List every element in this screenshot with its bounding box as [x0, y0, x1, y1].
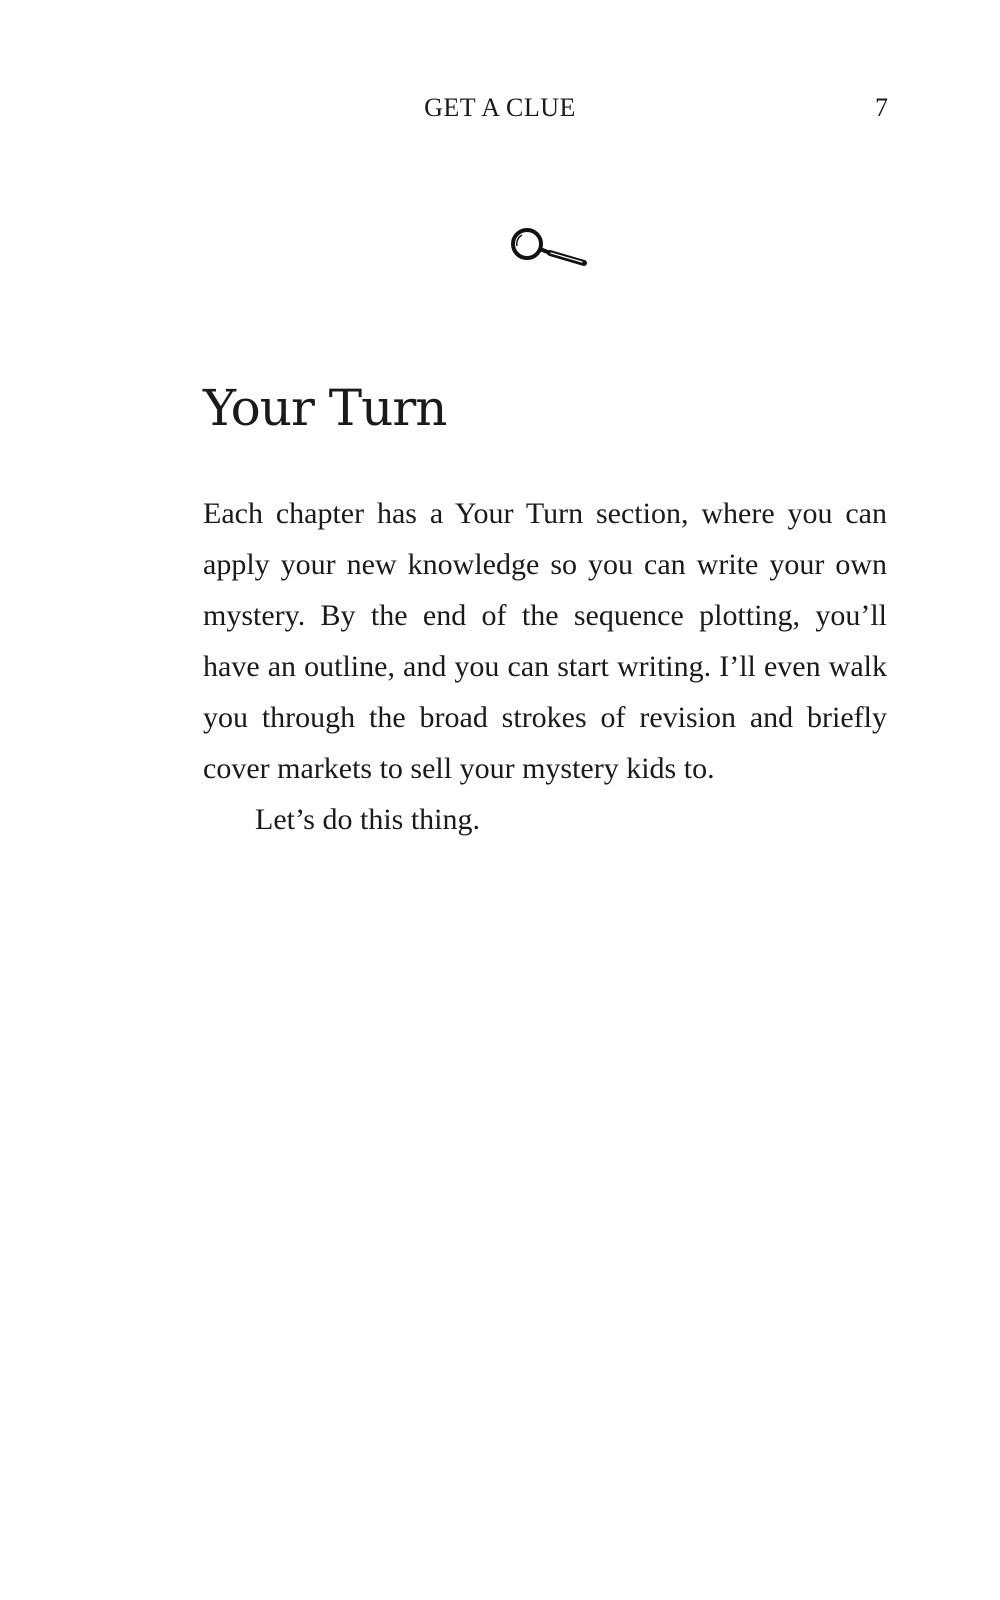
running-head [0, 88, 1000, 128]
running-title: GET A CLUE [424, 93, 576, 122]
body-text [203, 488, 887, 845]
body-paragraph: Each chapter has a Your Turn section, where you can apply your new knowledge so you can write your own mystery. By the end of the sequence plotting, you’ll have an outline, and you can start writing. I’ll even walk you through the broad strokes of revision and briefly cover markets to sell your mystery kids to. [203, 497, 887, 785]
body-paragraph: Let’s do this thing. [255, 803, 480, 836]
section-heading: Your Turn [203, 379, 447, 437]
page-number: 7 [875, 93, 888, 122]
magnifying-glass-icon [508, 226, 592, 272]
